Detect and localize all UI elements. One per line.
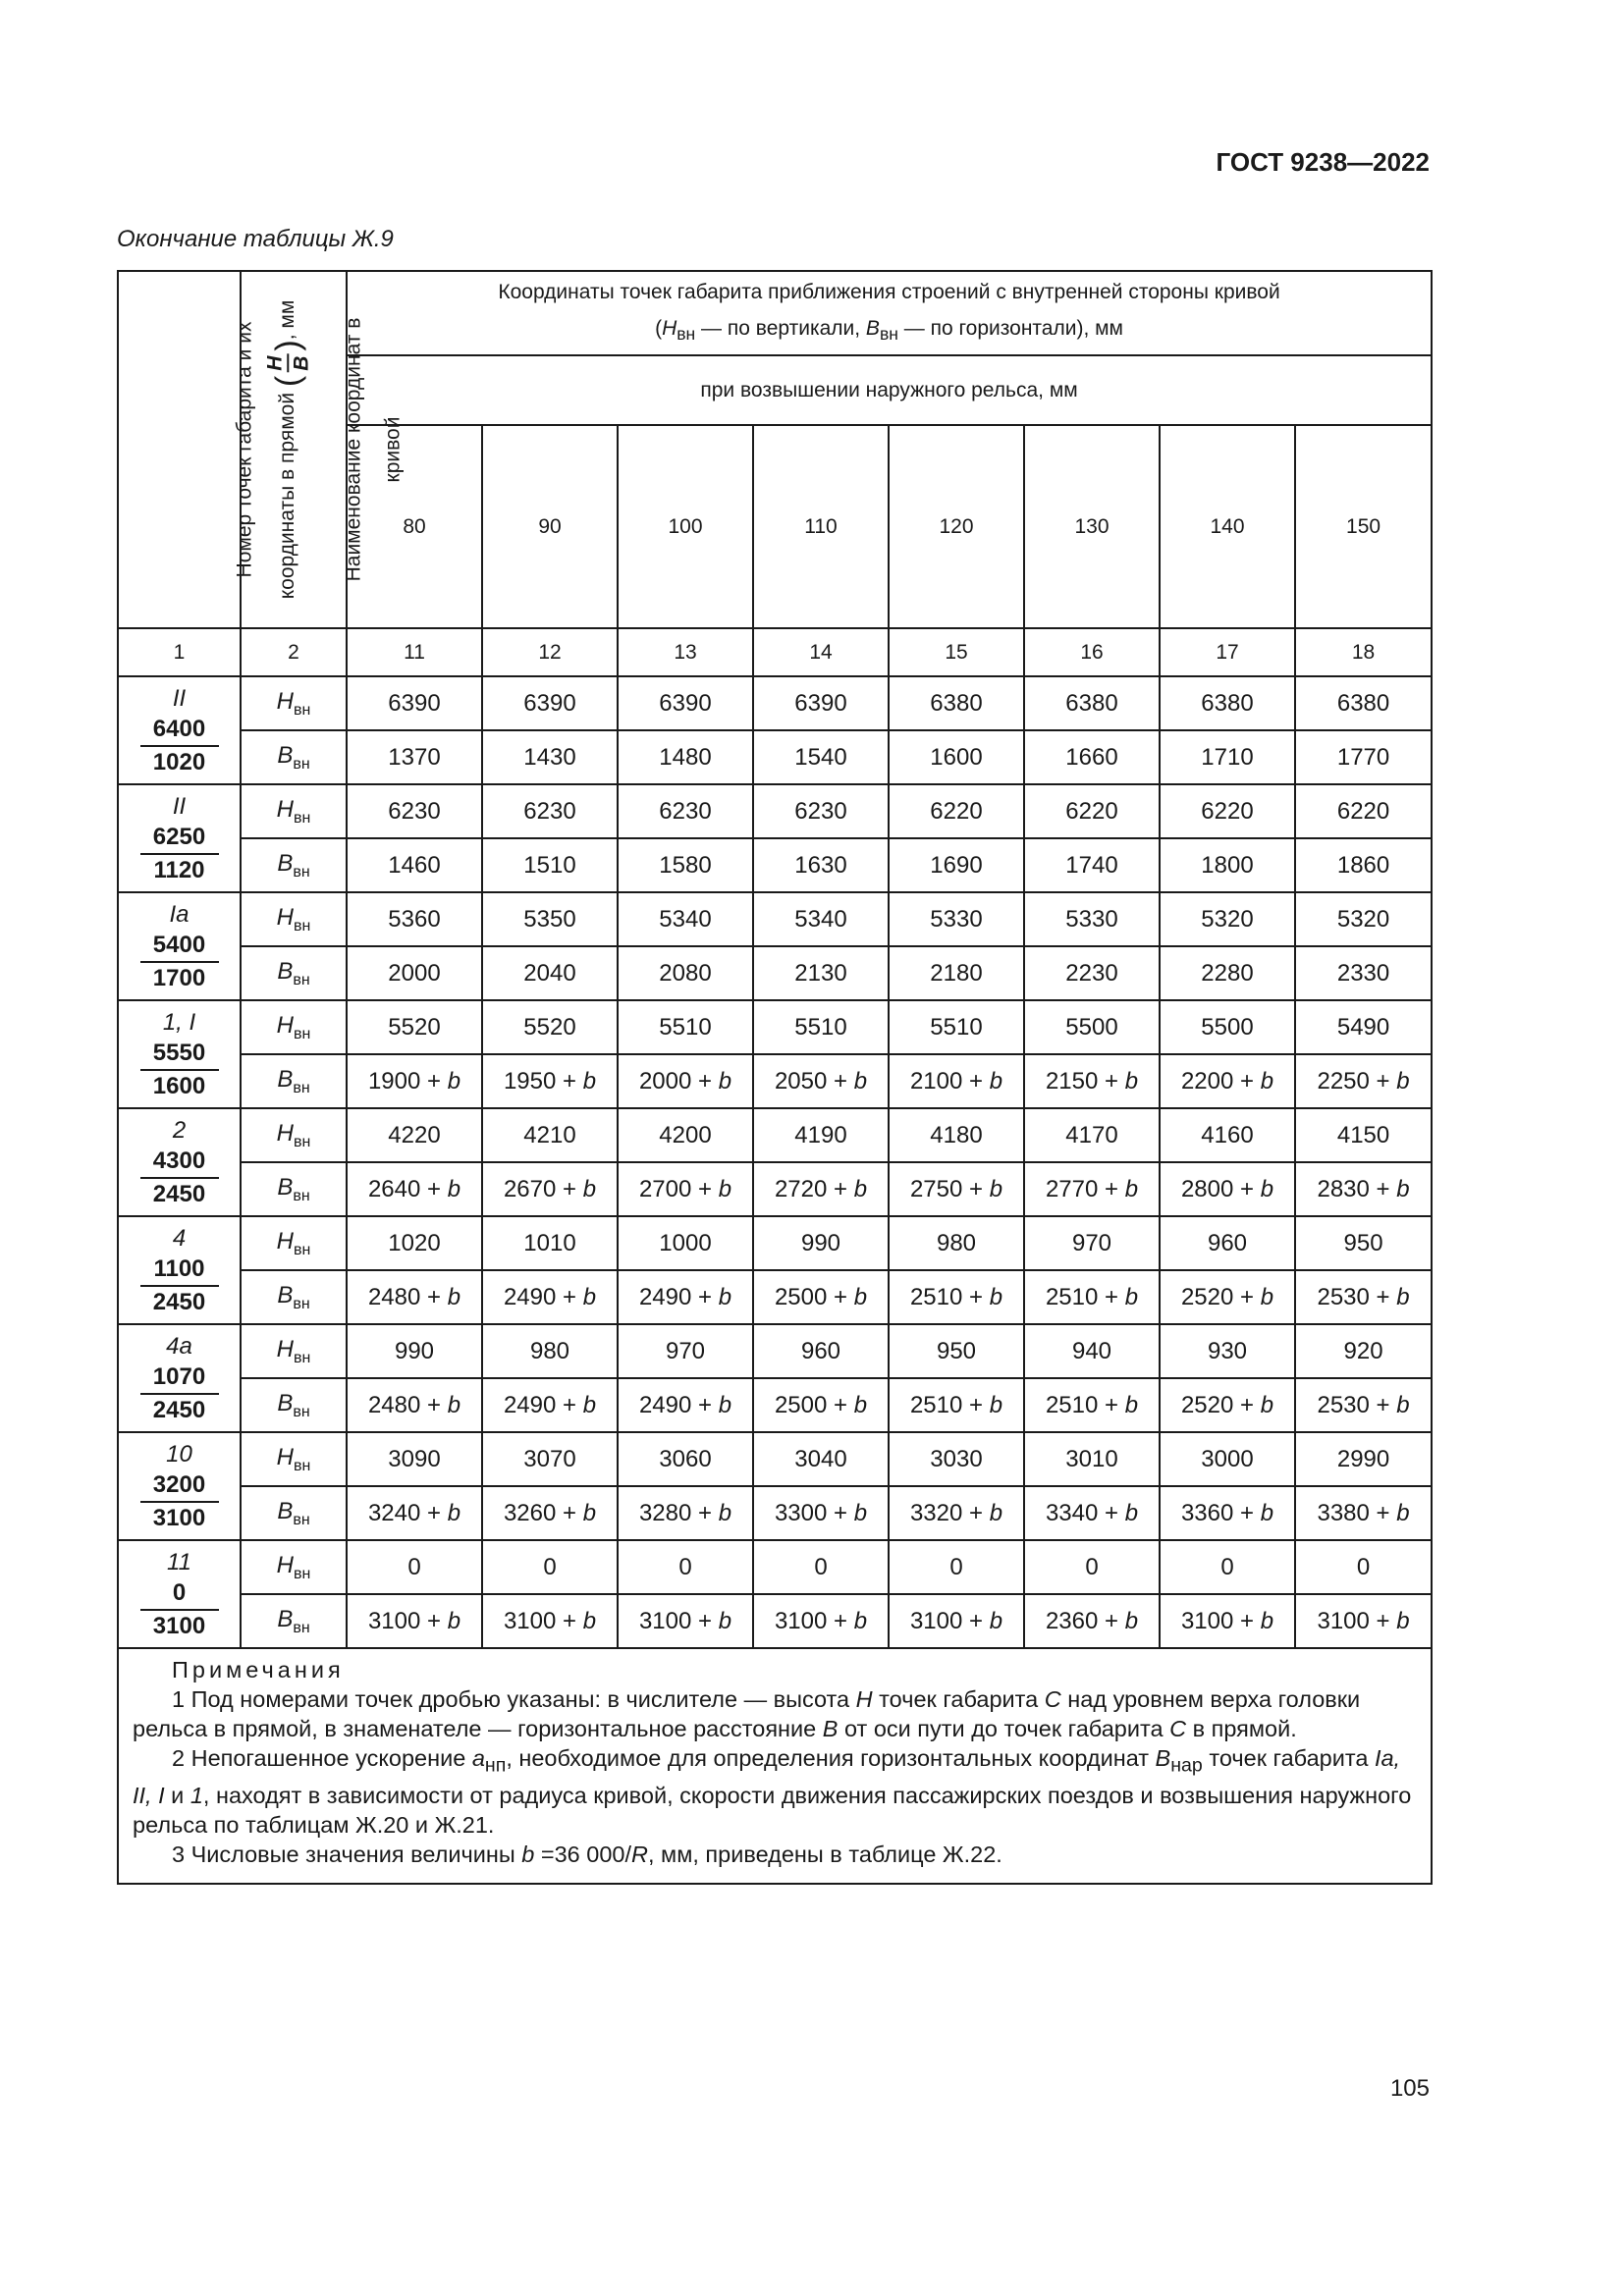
point-cell: [118, 1216, 241, 1324]
value-cell: 4200: [618, 1108, 753, 1162]
value-cell: 0: [889, 1540, 1024, 1594]
header-elevation: 110: [753, 425, 889, 628]
header-col1-line1: Номер точек габарита и их: [233, 321, 256, 578]
value-cell: 960: [1160, 1216, 1295, 1270]
value-cell: 2480 + b: [347, 1378, 482, 1432]
point-num: 4300: [140, 1146, 219, 1178]
value-cell: 5340: [753, 892, 889, 946]
value-cell: 5520: [347, 1000, 482, 1054]
value-cell: 1740: [1024, 838, 1160, 892]
coord-b-vn: $B_{вн}$: [241, 946, 347, 1000]
table-row: [118, 1270, 1432, 1324]
coord-b-vn: $B_{вн}$: [241, 838, 347, 892]
point-label: 10: [166, 1441, 192, 1468]
table-row: [118, 1540, 1432, 1594]
value-cell: 3100 + b: [1295, 1594, 1432, 1648]
point-cell: [118, 1108, 241, 1216]
table-notes: [118, 1648, 1432, 1884]
value-cell: 1770: [1295, 730, 1432, 784]
value-cell: 0: [1160, 1540, 1295, 1594]
column-number: 11: [347, 628, 482, 676]
table-row: [118, 1054, 1432, 1108]
value-cell: 2500 + b: [753, 1270, 889, 1324]
value-cell: 2490 + b: [482, 1270, 618, 1324]
coord-h-vn: $H_{вн}$: [241, 784, 347, 838]
coord-b-vn: $B_{вн}$: [241, 1162, 347, 1216]
value-cell: 6220: [1160, 784, 1295, 838]
coord-b-vn: $B_{вн}$: [241, 1054, 347, 1108]
value-cell: 2490 + b: [618, 1270, 753, 1324]
header-elevation: 150: [1295, 425, 1432, 628]
point-label: 11: [167, 1549, 191, 1576]
value-cell: 5360: [347, 892, 482, 946]
column-number: 13: [618, 628, 753, 676]
value-cell: 2520 + b: [1160, 1378, 1295, 1432]
value-cell: 3010: [1024, 1432, 1160, 1486]
value-cell: 1000: [618, 1216, 753, 1270]
value-cell: 6390: [753, 676, 889, 730]
value-cell: 4190: [753, 1108, 889, 1162]
value-cell: 6380: [889, 676, 1024, 730]
value-cell: 1580: [618, 838, 753, 892]
value-cell: 940: [1024, 1324, 1160, 1378]
table-row: [118, 1216, 1432, 1270]
column-number: 15: [889, 628, 1024, 676]
value-cell: 6230: [753, 784, 889, 838]
value-cell: 2990: [1295, 1432, 1432, 1486]
point-num: 0: [140, 1577, 219, 1610]
value-cell: 4150: [1295, 1108, 1432, 1162]
value-cell: 2130: [753, 946, 889, 1000]
point-label: 4a: [166, 1333, 192, 1361]
value-cell: 5330: [889, 892, 1024, 946]
value-cell: 3040: [753, 1432, 889, 1486]
value-cell: 1600: [889, 730, 1024, 784]
point-cell: [118, 676, 241, 784]
header-elevation: 120: [889, 425, 1024, 628]
header-subgroup: при возвышении наружного рельса, мм: [347, 355, 1432, 425]
value-cell: 6230: [618, 784, 753, 838]
value-cell: 5350: [482, 892, 618, 946]
value-cell: 2250 + b: [1295, 1054, 1432, 1108]
point-num: 6400: [140, 714, 219, 746]
value-cell: 2180: [889, 946, 1024, 1000]
table-row: [118, 838, 1432, 892]
point-cell: [118, 1432, 241, 1540]
value-cell: 2230: [1024, 946, 1160, 1000]
value-cell: 4210: [482, 1108, 618, 1162]
notes-title: Примечания: [172, 1657, 345, 1682]
value-cell: 2530 + b: [1295, 1270, 1432, 1324]
value-cell: 6230: [347, 784, 482, 838]
value-cell: 2200 + b: [1160, 1054, 1295, 1108]
value-cell: 1540: [753, 730, 889, 784]
table-row: [118, 1324, 1432, 1378]
value-cell: 0: [1024, 1540, 1160, 1594]
value-cell: 6390: [618, 676, 753, 730]
coord-h-vn: $H_{вн}$: [241, 676, 347, 730]
value-cell: 2670 + b: [482, 1162, 618, 1216]
table-row: [118, 676, 1432, 730]
table-row: [118, 1432, 1432, 1486]
page-number: 105: [1389, 2075, 1430, 2102]
value-cell: 2080: [618, 946, 753, 1000]
header-elevation: 140: [1160, 425, 1295, 628]
table-row: [118, 1000, 1432, 1054]
column-number: 1: [118, 628, 241, 676]
point-num: 1100: [140, 1254, 219, 1286]
value-cell: 3090: [347, 1432, 482, 1486]
column-number: 16: [1024, 628, 1160, 676]
value-cell: 1950 + b: [482, 1054, 618, 1108]
point-label: II: [172, 685, 187, 713]
value-cell: 950: [1295, 1216, 1432, 1270]
value-cell: 6390: [347, 676, 482, 730]
coord-b-vn: $B_{вн}$: [241, 1486, 347, 1540]
point-label: 4: [172, 1225, 187, 1253]
column-number: 2: [241, 628, 347, 676]
header-elevation: 80: [347, 425, 482, 628]
value-cell: 5510: [753, 1000, 889, 1054]
value-cell: 2360 + b: [1024, 1594, 1160, 1648]
value-cell: 5500: [1160, 1000, 1295, 1054]
value-cell: 6220: [1024, 784, 1160, 838]
value-cell: 3100 + b: [889, 1594, 1024, 1648]
point-label: 2: [172, 1117, 187, 1145]
header-elevation: 100: [618, 425, 753, 628]
value-cell: 3100 + b: [753, 1594, 889, 1648]
value-cell: 2510 + b: [1024, 1270, 1160, 1324]
point-num: 1070: [140, 1362, 219, 1394]
coord-h-vn: $H_{вн}$: [241, 1432, 347, 1486]
value-cell: 3100 + b: [347, 1594, 482, 1648]
value-cell: 1660: [1024, 730, 1160, 784]
table-row: [118, 730, 1432, 784]
coord-b-vn: $B_{вн}$: [241, 730, 347, 784]
point-cell: [118, 1000, 241, 1108]
table-row: [118, 892, 1432, 946]
value-cell: 6220: [889, 784, 1024, 838]
note-1: 1 Под номерами точек дробью указаны: в числителе — высота H точек габарита C над уровнем верха головки рельса в прямой, в знаменателе — горизонтальное расстояние B от оси пути до точек габарита C в прямой.: [133, 1686, 1361, 1741]
value-cell: 5510: [618, 1000, 753, 1054]
value-cell: 2280: [1160, 946, 1295, 1000]
coordinates-table: [117, 270, 1433, 1885]
value-cell: 3340 + b: [1024, 1486, 1160, 1540]
header-elevation: 130: [1024, 425, 1160, 628]
value-cell: 990: [753, 1216, 889, 1270]
value-cell: 2530 + b: [1295, 1378, 1432, 1432]
value-cell: 2720 + b: [753, 1162, 889, 1216]
column-number: 12: [482, 628, 618, 676]
point-den: 1700: [152, 964, 206, 991]
value-cell: 2510 + b: [1024, 1378, 1160, 1432]
header-point-number: [118, 271, 313, 628]
point-num: 3200: [140, 1469, 219, 1502]
value-cell: 2150 + b: [1024, 1054, 1160, 1108]
point-label: 1, I: [162, 1009, 196, 1037]
value-cell: 960: [753, 1324, 889, 1378]
point-label: II: [172, 793, 187, 821]
value-cell: 1480: [618, 730, 753, 784]
value-cell: 3000: [1160, 1432, 1295, 1486]
point-den: 3100: [152, 1504, 206, 1531]
value-cell: 3240 + b: [347, 1486, 482, 1540]
value-cell: 1010: [482, 1216, 618, 1270]
note-3: 3 Числовые значения величины b =36 000/R, мм, приведены в таблице Ж.22.: [172, 1841, 1002, 1867]
value-cell: 3100 + b: [482, 1594, 618, 1648]
point-den: 2450: [152, 1396, 206, 1423]
point-label: Ia: [169, 901, 189, 929]
coord-h-vn: $H_{вн}$: [241, 892, 347, 946]
value-cell: 0: [482, 1540, 618, 1594]
value-cell: 3070: [482, 1432, 618, 1486]
value-cell: 1430: [482, 730, 618, 784]
header-elevation: 90: [482, 425, 618, 628]
point-den: 2450: [152, 1288, 206, 1315]
value-cell: 6380: [1295, 676, 1432, 730]
coord-b-vn: $B_{вн}$: [241, 1270, 347, 1324]
table-row: [118, 1108, 1432, 1162]
coord-h-vn: $H_{вн}$: [241, 1108, 347, 1162]
table-row: [118, 784, 1432, 838]
table-row: [118, 1162, 1432, 1216]
header-col1-line2: координаты в прямой ( H B ), мм: [263, 299, 313, 600]
value-cell: 930: [1160, 1324, 1295, 1378]
value-cell: 1630: [753, 838, 889, 892]
value-cell: 3300 + b: [753, 1486, 889, 1540]
coord-h-vn: $H_{вн}$: [241, 1324, 347, 1378]
value-cell: 2700 + b: [618, 1162, 753, 1216]
value-cell: 0: [753, 1540, 889, 1594]
point-den: 1600: [152, 1072, 206, 1099]
value-cell: 2830 + b: [1295, 1162, 1432, 1216]
value-cell: 980: [889, 1216, 1024, 1270]
value-cell: 1510: [482, 838, 618, 892]
value-cell: 4180: [889, 1108, 1024, 1162]
value-cell: 950: [889, 1324, 1024, 1378]
value-cell: 1860: [1295, 838, 1432, 892]
value-cell: 2770 + b: [1024, 1162, 1160, 1216]
value-cell: 2500 + b: [753, 1378, 889, 1432]
coord-h-vn: $H_{вн}$: [241, 1000, 347, 1054]
table-row: [118, 1378, 1432, 1432]
value-cell: 2490 + b: [482, 1378, 618, 1432]
value-cell: 2000: [347, 946, 482, 1000]
point-cell: [118, 892, 241, 1000]
standard-designation: ГОСТ 9238—2022: [1216, 147, 1430, 177]
point-den: 3100: [152, 1612, 206, 1639]
column-number: 14: [753, 628, 889, 676]
value-cell: 6380: [1024, 676, 1160, 730]
value-cell: 2040: [482, 946, 618, 1000]
value-cell: 3320 + b: [889, 1486, 1024, 1540]
point-den: 2450: [152, 1180, 206, 1207]
value-cell: 2050 + b: [753, 1054, 889, 1108]
value-cell: 6220: [1295, 784, 1432, 838]
value-cell: 1900 + b: [347, 1054, 482, 1108]
value-cell: 990: [347, 1324, 482, 1378]
table-row: [118, 946, 1432, 1000]
value-cell: 3060: [618, 1432, 753, 1486]
point-num: 6250: [140, 822, 219, 854]
value-cell: 5520: [482, 1000, 618, 1054]
point-num: 5550: [140, 1038, 219, 1070]
value-cell: 2490 + b: [618, 1378, 753, 1432]
value-cell: 6230: [482, 784, 618, 838]
value-cell: 2330: [1295, 946, 1432, 1000]
value-cell: 4220: [347, 1108, 482, 1162]
value-cell: 5320: [1295, 892, 1432, 946]
value-cell: 3280 + b: [618, 1486, 753, 1540]
coord-b-vn: $B_{вн}$: [241, 1378, 347, 1432]
point-num: 5400: [140, 930, 219, 962]
value-cell: 0: [1295, 1540, 1432, 1594]
value-cell: 0: [618, 1540, 753, 1594]
value-cell: 2510 + b: [889, 1270, 1024, 1324]
value-cell: 2800 + b: [1160, 1162, 1295, 1216]
value-cell: 3360 + b: [1160, 1486, 1295, 1540]
value-cell: 1460: [347, 838, 482, 892]
value-cell: 5500: [1024, 1000, 1160, 1054]
point-cell: [118, 784, 241, 892]
note-2: 2 Непогашенное ускорение $a_{нп}$, необходимое для определения горизонтальных координат $B_{нар}$ точек габарита Ia, II, I и 1, находят в зависимости от радиуса кривой, скорости движения пассажирских поездов и возвышения наружного рельса по таблицам Ж.20 и Ж.21.: [133, 1745, 1412, 1838]
value-cell: 6380: [1160, 676, 1295, 730]
point-den: 1020: [152, 748, 206, 775]
value-cell: 6390: [482, 676, 618, 730]
value-cell: 2480 + b: [347, 1270, 482, 1324]
value-cell: 4160: [1160, 1108, 1295, 1162]
value-cell: 5330: [1024, 892, 1160, 946]
value-cell: 2750 + b: [889, 1162, 1024, 1216]
value-cell: 4170: [1024, 1108, 1160, 1162]
point-cell: [118, 1540, 241, 1648]
value-cell: 970: [1024, 1216, 1160, 1270]
value-cell: 3030: [889, 1432, 1024, 1486]
value-cell: 3380 + b: [1295, 1486, 1432, 1540]
coord-h-vn: $H_{вн}$: [241, 1216, 347, 1270]
coord-h-vn: $H_{вн}$: [241, 1540, 347, 1594]
value-cell: 5510: [889, 1000, 1024, 1054]
point-cell: [118, 1324, 241, 1432]
value-cell: 3260 + b: [482, 1486, 618, 1540]
column-number: 18: [1295, 628, 1432, 676]
value-cell: 1710: [1160, 730, 1295, 784]
point-den: 1120: [153, 856, 205, 883]
value-cell: 2100 + b: [889, 1054, 1024, 1108]
value-cell: 2520 + b: [1160, 1270, 1295, 1324]
header-coordinate-name: Наименование координат в кривой: [241, 271, 347, 628]
value-cell: 980: [482, 1324, 618, 1378]
value-cell: 1800: [1160, 838, 1295, 892]
table-row: [118, 1486, 1432, 1540]
header-group-title: Координаты точек габарита приближения строений с внутренней стороны кривой ($H_{вн}$ — по вертикали, $B_{вн}$ — по горизонтали), мм: [347, 271, 1432, 355]
value-cell: 970: [618, 1324, 753, 1378]
value-cell: 920: [1295, 1324, 1432, 1378]
value-cell: 5490: [1295, 1000, 1432, 1054]
value-cell: 1690: [889, 838, 1024, 892]
value-cell: 5340: [618, 892, 753, 946]
value-cell: 0: [347, 1540, 482, 1594]
value-cell: 1370: [347, 730, 482, 784]
value-cell: 2000 + b: [618, 1054, 753, 1108]
value-cell: 5320: [1160, 892, 1295, 946]
value-cell: 2510 + b: [889, 1378, 1024, 1432]
value-cell: 2640 + b: [347, 1162, 482, 1216]
coord-b-vn: $B_{вн}$: [241, 1594, 347, 1648]
table-caption: Окончание таблицы Ж.9: [117, 226, 394, 252]
column-number: 17: [1160, 628, 1295, 676]
value-cell: 3100 + b: [618, 1594, 753, 1648]
value-cell: 1020: [347, 1216, 482, 1270]
value-cell: 3100 + b: [1160, 1594, 1295, 1648]
table-row: [118, 1594, 1432, 1648]
